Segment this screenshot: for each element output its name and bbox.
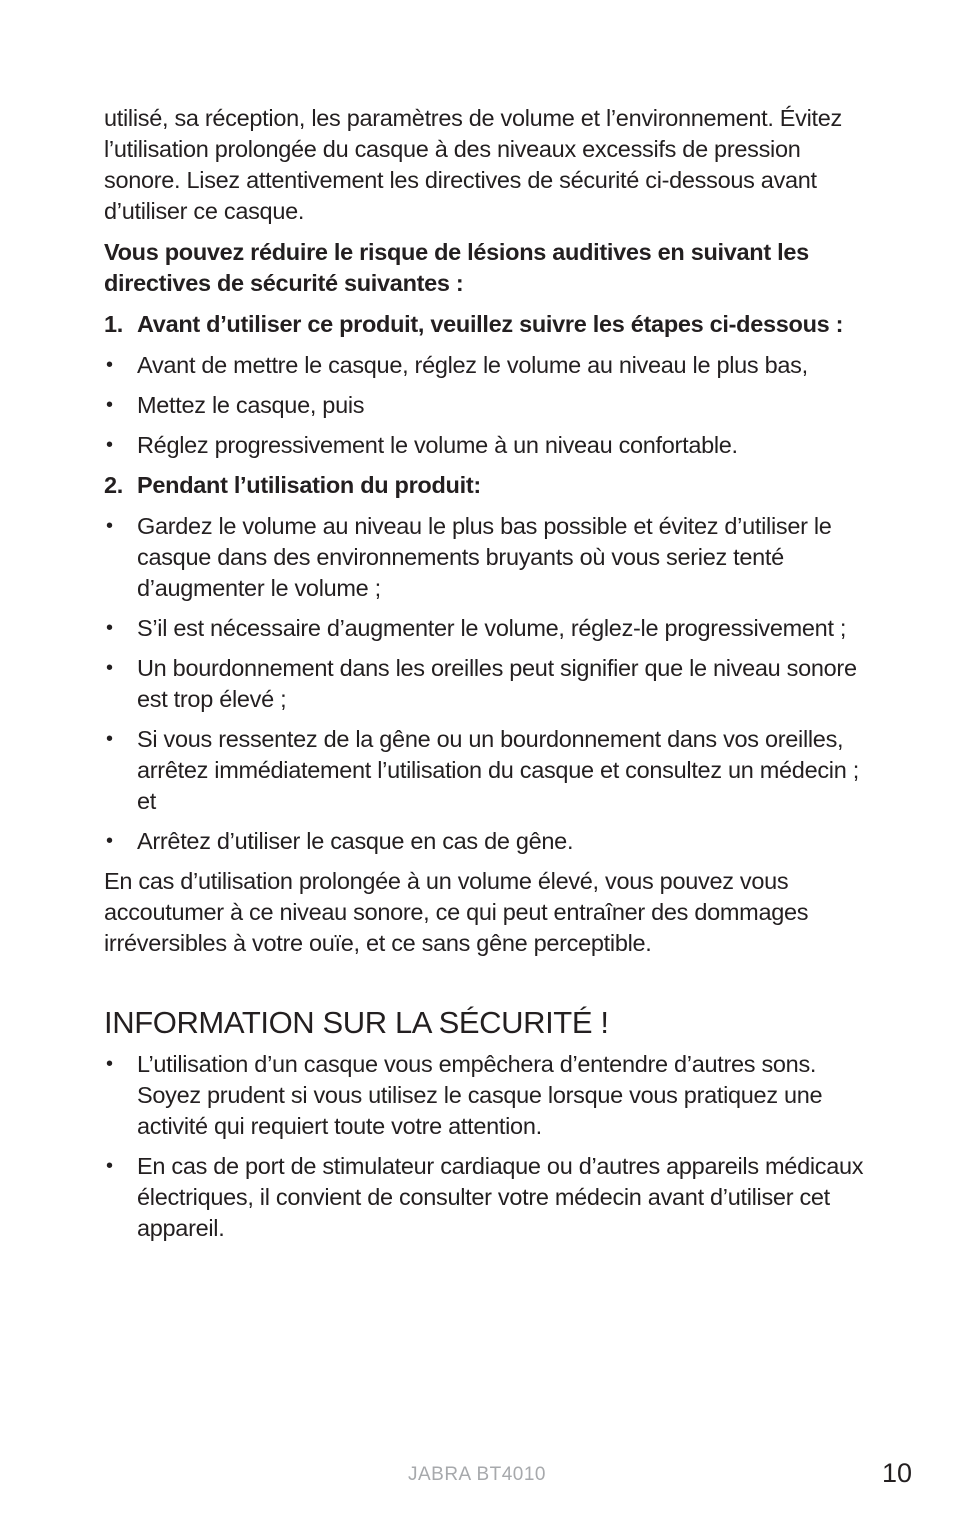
bullet-icon: •	[106, 1155, 113, 1177]
list-item	[104, 1049, 864, 1142]
step-2-list	[104, 511, 864, 857]
list-item-text: Réglez progressivement le volume à un niveau confortable.	[137, 432, 738, 458]
list-item	[104, 724, 864, 817]
list-item-text: S’il est nécessaire d’augmenter le volume, réglez-le progressivement ;	[137, 615, 847, 641]
section-title: INFORMATION SUR LA SÉCURITÉ !	[104, 1005, 609, 1040]
intro-paragraph: utilisé, sa réception, les paramètres de volume et l’environnement. Évitez l’utilisation prolongée du casque à des niveaux excessifs de pression sonore. Lisez attentivement les directives de sécurité ci-dessous avant d’utiliser ce casque.	[104, 105, 843, 224]
closing-paragraph: En cas d’utilisation prolongée à un volume élevé, vous pouvez vous accoutumer à ce niveau sonore, ce qui peut entraîner des dommages irréversibles à votre ouïe, et ce sans gêne perceptible.	[104, 868, 809, 956]
list-item-text: Si vous ressentez de la gêne ou un bourdonnement dans vos oreilles, arrêtez immédiatement l’utilisation du casque et consultez un médecin ; et	[137, 726, 859, 814]
list-item-text: Avant de mettre le casque, réglez le volume au niveau le plus bas,	[137, 352, 808, 378]
step-1-heading	[104, 309, 864, 340]
list-item	[104, 653, 864, 715]
step-text: Avant d’utiliser ce produit, veuillez suivre les étapes ci-dessous :	[137, 311, 844, 337]
step-text: Pendant l’utilisation du produit:	[137, 472, 481, 498]
bullet-icon: •	[106, 830, 113, 852]
page-number: 10	[881, 1458, 912, 1488]
list-item-text: Mettez le casque, puis	[137, 392, 365, 418]
safety-lead-paragraph: Vous pouvez réduire le risque de lésions auditives en suivant les directives de sécurité suivantes :	[104, 239, 809, 296]
safety-info-list	[104, 1049, 864, 1244]
list-item	[104, 350, 864, 381]
step-2-heading	[104, 470, 864, 501]
list-item-text: L’utilisation d’un casque vous empêchera d’entendre d’autres sons. Soyez prudent si vous utilisez le casque lorsque vous pratiquez une activité qui requiert toute votre attention.	[137, 1051, 823, 1139]
bullet-icon: •	[106, 434, 113, 456]
list-item	[104, 430, 864, 461]
list-item	[104, 1151, 864, 1244]
step-1-list	[104, 350, 864, 461]
bullet-icon: •	[106, 1053, 113, 1075]
list-item	[104, 511, 864, 604]
list-item-text: Gardez le volume au niveau le plus bas possible et évitez d’utiliser le casque dans des environnements bruyants où vous seriez tenté d’augmenter le volume ;	[137, 513, 832, 601]
list-item-text: Arrêtez d’utiliser le casque en cas de gêne.	[137, 828, 574, 854]
bullet-icon: •	[106, 657, 113, 679]
list-item-text: En cas de port de stimulateur cardiaque ou d’autres appareils médicaux électriques, il convient de consulter votre médecin avant d’utiliser cet appareil.	[137, 1153, 864, 1241]
bullet-icon: •	[106, 617, 113, 639]
list-item-text: Un bourdonnement dans les oreilles peut signifier que le niveau sonore est trop élevé ;	[137, 655, 857, 712]
list-item	[104, 826, 864, 857]
bullet-icon: •	[106, 354, 113, 376]
step-number: 1.	[104, 311, 123, 337]
footer-brand: JABRA BT4010	[407, 1464, 547, 1485]
list-item	[104, 390, 864, 421]
bullet-icon: •	[106, 394, 113, 416]
bullet-icon: •	[106, 728, 113, 750]
list-item	[104, 613, 864, 644]
page-content	[104, 103, 864, 1253]
bullet-icon: •	[106, 515, 113, 537]
step-number: 2.	[104, 472, 123, 498]
